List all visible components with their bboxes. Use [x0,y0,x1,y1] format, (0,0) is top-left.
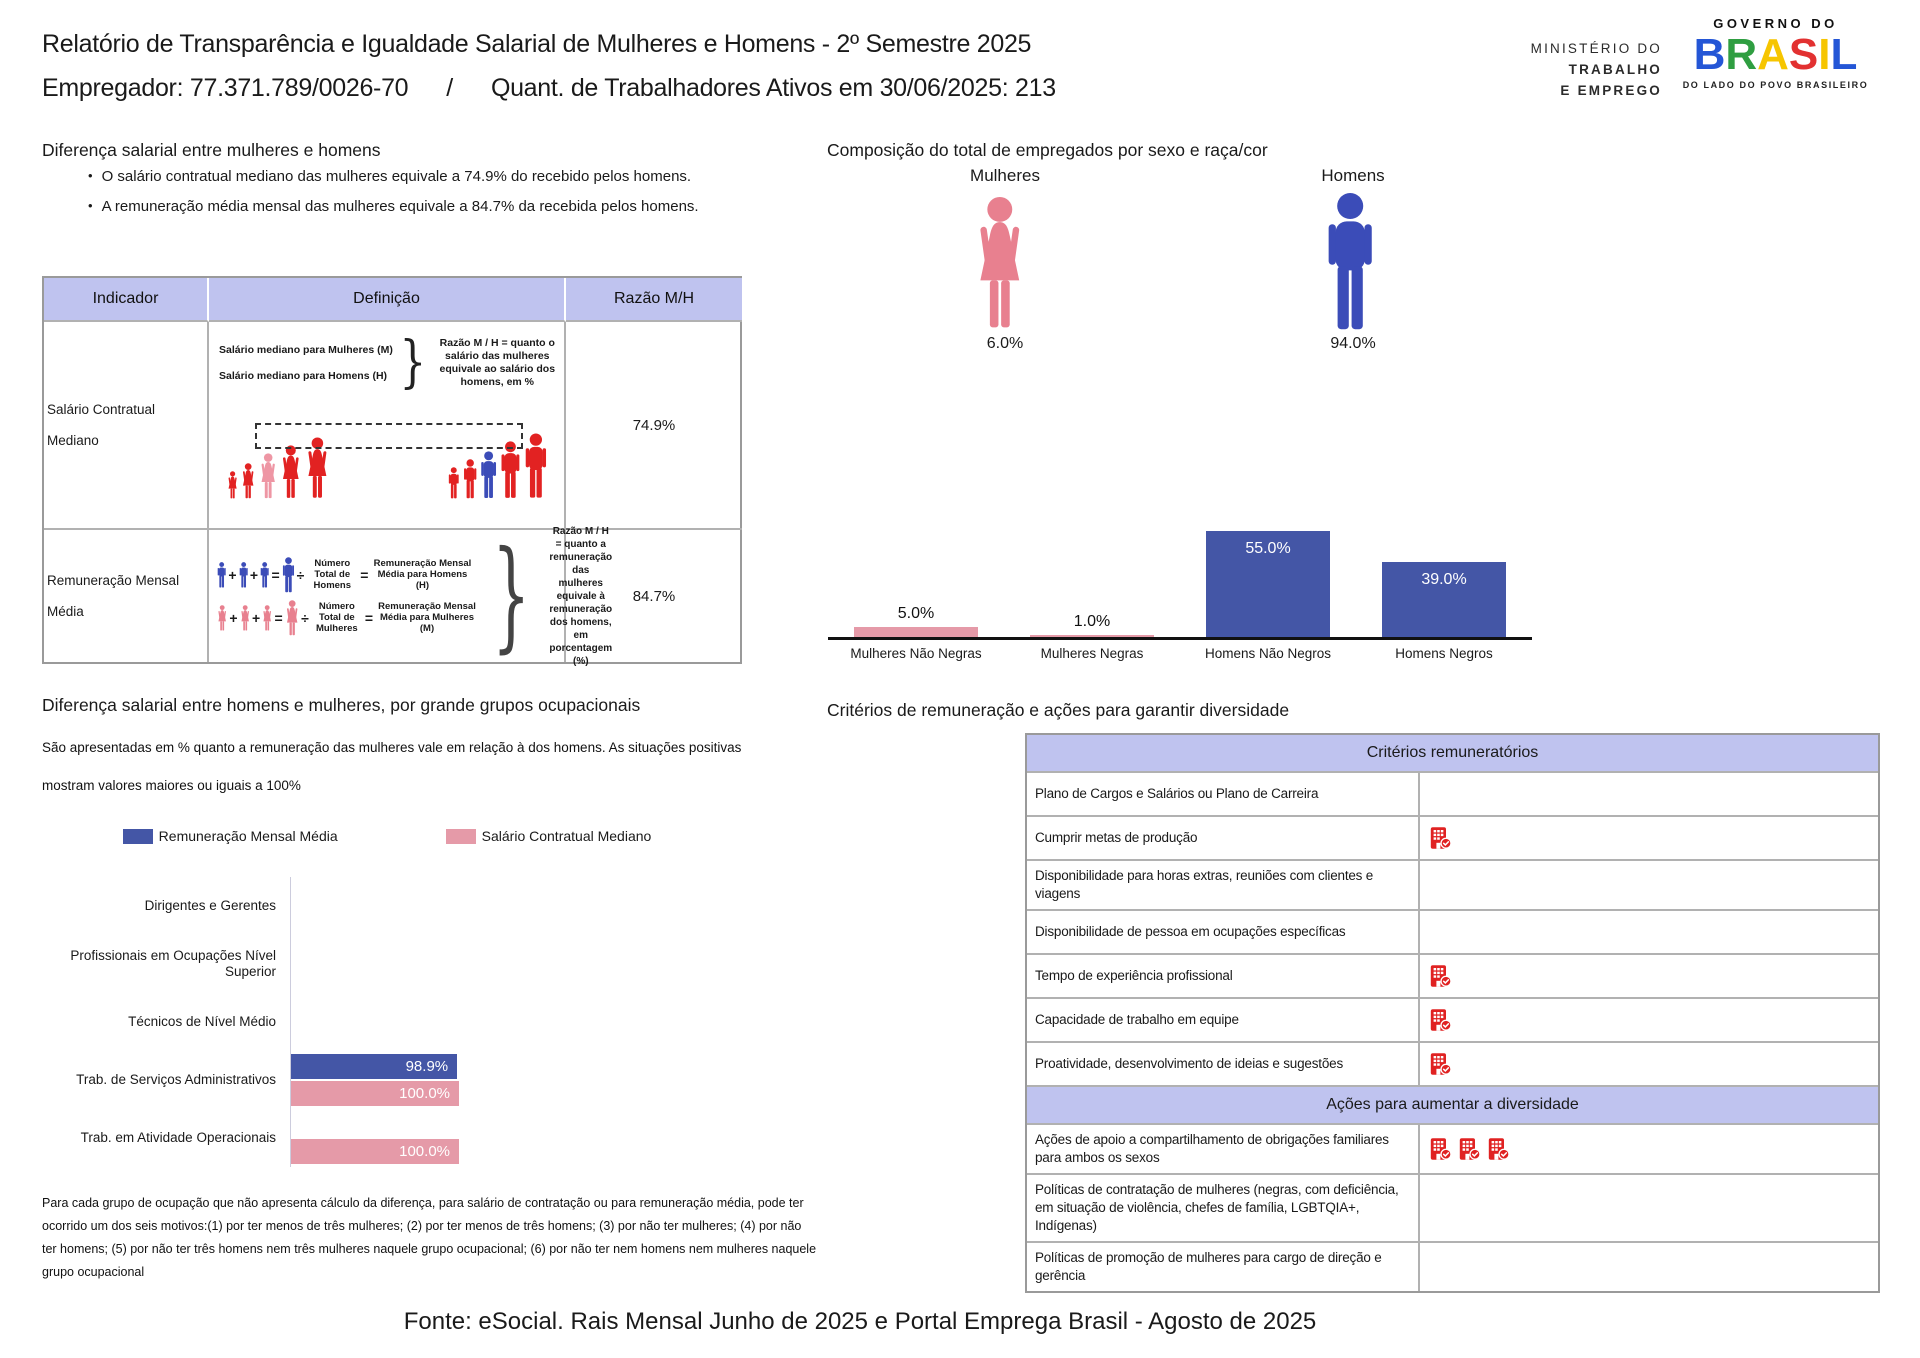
bar-value-label: 55.0% [1245,539,1291,557]
brasil-tagline: DO LADO DO POVO BRASILEIRO [1682,80,1869,90]
formula-result-label: Remuneração Mensal Média para Homens (H) [373,558,472,591]
composition-category-label: Mulheres Não Negras [850,646,982,661]
footnote-line: ocorrido um dos seis motivos:(1) por ter menos de três mulheres; (2) por ter menos de três homens; (3) por não ter mulheres; (4) por não [42,1219,802,1233]
occupations-section-title: Diferença salarial entre homens e mulheres, por grande grupos ocupacionais [42,695,641,715]
footnote-line: Para cada grupo de ocupação que não apresenta cálculo da diferença, para salário de contratação ou para remuneração média, pode ter [42,1196,804,1210]
criteria-row [1027,773,1878,817]
company-check-icon [1428,964,1452,988]
occupations-section [42,695,817,1279]
occupation-plot [290,877,720,935]
criteria-row [1027,955,1878,999]
bar-value-label: 98.9% [405,1058,449,1075]
woman-icon [285,600,299,636]
col-header-indicador: Indicador [44,278,209,322]
median-highlight-box [255,423,523,449]
ministry-line: MINISTÉRIO DO [1530,41,1662,56]
definition-median-cell [209,322,566,530]
criteria-section-header: Critérios remuneratórios [1027,735,1878,773]
footnote-line: grupo ocupacional [42,1265,145,1279]
man-icon [260,562,269,588]
occupation-bar [291,1139,459,1164]
man-icon [1325,192,1375,332]
legend-swatch [123,829,153,844]
woman-icon [259,453,277,499]
occupation-plot [290,993,720,1051]
governo-brasil-logo [1668,16,1883,90]
occupation-row [42,877,720,935]
criteria-check-cell [1420,1125,1878,1173]
man-icon [463,459,477,499]
composition-section-title: Composição do total de empregados por sexo e raça/cor [827,140,1268,160]
company-check-icon [1428,826,1452,850]
composition-bar [854,627,978,637]
composition-bar [1382,562,1506,637]
bar-value-label: 100.0% [399,1085,450,1102]
employer-id: Empregador: 77.371.789/0026-70 [42,74,409,102]
woman-icon [240,605,250,631]
report-title: Relatório de Transparência e Igualdade Salarial de Mulheres e Homens - 2º Semestre 2025 [42,30,1032,58]
legend-item [446,828,652,844]
salary-gap-section-title: Diferença salarial entre mulheres e homens [42,140,381,160]
formula-divisor-label: Número Total de Mulheres [315,601,358,634]
bracket-glyph: } [399,330,427,395]
active-workers-count: Quant. de Trabalhadores Ativos em 30/06/2025: 213 [490,74,1056,102]
median-women-label: Salário mediano para Mulheres (M) [219,343,393,356]
criteria-label: Cumprir metas de produção [1027,817,1420,859]
woman-icon [227,471,238,499]
col-header-definicao: Definição [209,278,566,322]
woman-icon [973,196,1027,330]
women-group-label: Mulheres [970,166,1040,185]
woman-icon [217,605,227,631]
composition-bar-group [1004,613,1180,638]
footnote-line: ter homens; (5) por não ter três homens nem três mulheres naquele grupo ocupacional; (6) por não ter nem homens nem mulheres naquele [42,1242,817,1256]
source-footer: Fonte: eSocial. Rais Mensal Junho de 2025 e Portal Emprega Brasil - Agosto de 2025 [403,1308,1317,1335]
brasil-wordmark [1668,31,1883,79]
composition-bar-group [1356,562,1532,637]
criteria-label: Proatividade, desenvolvimento de ideias e sugestões [1027,1043,1420,1085]
legend-label: Salário Contratual Mediano [481,828,652,844]
women-average-formula: + + = ÷ Número Total de Mulheres = Remuneração Mensal Média para Mulheres (M) [217,600,479,636]
men-percentage: 94.0% [1330,335,1376,352]
formula-result-label: Remuneração Mensal Média para Mulheres (M) [378,601,476,634]
median-formula-labels [219,337,393,389]
man-icon [217,562,226,588]
criteria-label: Plano de Cargos e Salários ou Plano de Carreira [1027,773,1420,815]
governo-do-label: GOVERNO DO [1713,16,1838,31]
bar-value-label: 5.0% [897,605,935,623]
composition-category-labels [828,646,1532,661]
criteria-label: Ações de apoio a compartilhamento de obrigações familiares para ambos os sexos [1027,1125,1420,1173]
average-ratio-value: 84.7% [632,587,676,605]
brasil-letter: S [1788,30,1819,79]
company-check-icon [1457,1137,1481,1161]
ministry-logo [1440,38,1662,101]
composition-bar [1206,531,1330,637]
criteria-row [1027,999,1878,1043]
brasil-letter: A [1757,30,1789,79]
brasil-letter: L [1830,30,1858,79]
criteria-label: Políticas de contratação de mulheres (negras, com deficiência, em situação de violência, chefes de família, LGBTQIA+, Indígenas) [1027,1175,1420,1241]
report-subtitle [42,74,1056,103]
man-icon [448,467,460,499]
criteria-section-title: Critérios de remuneração e ações para garantir diversidade [827,700,1290,720]
occupation-row [42,1109,720,1167]
criteria-check-cell [1420,955,1878,997]
company-check-icon [1486,1137,1510,1161]
occupation-bar [291,1081,459,1106]
occupations-subtitle-line: mostram valores maiores ou iguais a 100% [42,778,301,793]
man-icon [282,557,295,593]
occupations-legend [42,828,732,844]
company-check-icon [1428,1137,1452,1161]
occupation-category-label: Técnicos de Nível Médio [128,1014,276,1029]
bullet-median: • O salário contratual mediano das mulheres equivale a 74.9% do recebido pelos homens. [88,168,691,185]
criteria-row [1027,1243,1878,1291]
average-ratio-note: Razão M / H = quanto a remuneração das mulheres equivale à remuneração dos homens, em porcentagem (%) [549,525,613,667]
composition-bar-chart [828,530,1532,661]
composition-bar-group [1180,531,1356,637]
occupation-plot [290,1109,720,1167]
legend-label: Remuneração Mensal Média [158,828,338,844]
criteria-label: Tempo de experiência profissional [1027,955,1420,997]
composition-category-label: Homens Negros [1395,646,1493,661]
definition-average-cell [209,525,613,667]
criteria-check-cell [1420,1243,1878,1291]
criteria-label: Capacidade de trabalho em equipe [1027,999,1420,1041]
occupation-plot [290,1051,720,1109]
man-icon [500,441,521,499]
man-icon [524,433,548,499]
criteria-row [1027,1175,1878,1243]
composition-axis-line [828,637,1532,640]
composition-bar [1030,635,1154,638]
bar-value-label: 100.0% [399,1143,450,1160]
woman-icon [262,605,272,631]
occupation-row [42,993,720,1051]
criteria-row [1027,1125,1878,1175]
composition-category-label: Homens Não Negros [1204,646,1332,661]
col-header-razao: Razão M/H [566,278,742,322]
brasil-letter: B [1693,30,1726,79]
man-figure [1325,192,1375,337]
median-men-label: Salário mediano para Homens (H) [219,369,388,382]
woman-icon [280,445,302,499]
occupation-category-label: Trab. de Serviços Administrativos [76,1072,276,1087]
criteria-check-cell [1420,999,1878,1041]
occupation-category-label: Trab. em Atividade Operacionais [80,1130,276,1145]
criteria-row [1027,911,1878,955]
men-average-formula: + + = ÷ Número Total de Homens = Remuneração Mensal Média para Homens (H) [217,557,479,593]
criteria-label: Disponibilidade de pessoa em ocupações específicas [1027,911,1420,953]
occupations-subtitle-line: São apresentadas em % quanto a remuneração das mulheres vale em relação à dos homens. As situações positivas [42,740,742,755]
company-check-icon [1428,1052,1452,1076]
ministry-line: E EMPREGO [1560,83,1662,98]
woman-icon [241,463,255,499]
criteria-table [1025,733,1880,1293]
salary-gap-table [42,276,742,667]
woman-figure [973,196,1027,335]
separator-slash: / [446,74,453,102]
composition-bar-group [828,605,1004,637]
criteria-check-cell [1420,1043,1878,1085]
company-check-icon [1428,1008,1452,1032]
occupation-rows [42,877,720,1167]
criteria-check-cell [1420,861,1878,909]
bar-value-label: 1.0% [1073,612,1111,630]
composition-bars [828,530,1532,637]
man-icon [480,451,497,499]
indicator-average-label: Remuneração Mensal Média [44,530,209,662]
occupations-footnote [42,1192,816,1284]
criteria-row [1027,861,1878,911]
legend-item [123,828,338,844]
criteria-label: Políticas de promoção de mulheres para cargo de direção e gerência [1027,1243,1420,1291]
criteria-row [1027,817,1878,861]
bar-value-label: 39.0% [1421,570,1467,588]
man-icon [239,562,248,588]
criteria-check-cell [1420,911,1878,953]
brasil-letter: R [1725,30,1758,79]
composition-category-label: Mulheres Negras [1040,646,1144,661]
occupation-row [42,935,720,993]
ministry-line: TRABALHO [1568,62,1662,77]
criteria-check-cell [1420,1175,1878,1241]
indicator-median-label: Salário Contratual Mediano [44,322,209,530]
median-people-diagram [219,409,558,517]
brace-glyph: } [492,526,531,665]
bullet-average: • A remuneração média mensal das mulheres equivale a 84.7% da recebida pelos homens. [88,198,699,215]
legend-swatch [446,829,476,844]
occupation-plot [290,935,720,993]
criteria-label: Disponibilidade para horas extras, reuniões com clientes e viagens [1027,861,1420,909]
men-group-label: Homens [1321,166,1385,185]
occupation-row [42,1051,720,1109]
criteria-row [1027,1043,1878,1087]
median-ratio-note: Razão M / H = quanto o salário das mulheres equivale ao salário dos homens, em % [439,336,556,388]
occupation-bar [291,1054,457,1079]
occupation-category-label: Dirigentes e Gerentes [144,898,276,913]
formula-divisor-label: Número Total de Homens [313,558,352,591]
brasil-letter: I [1818,30,1831,79]
criteria-section-header: Ações para aumentar a diversidade [1027,1087,1878,1125]
criteria-check-cell [1420,773,1878,815]
median-ratio-value: 74.9% [566,322,742,530]
women-percentage: 6.0% [986,335,1024,352]
criteria-check-cell [1420,817,1878,859]
occupation-category-label: Profissionais em Ocupações Nível Superior [70,948,276,979]
